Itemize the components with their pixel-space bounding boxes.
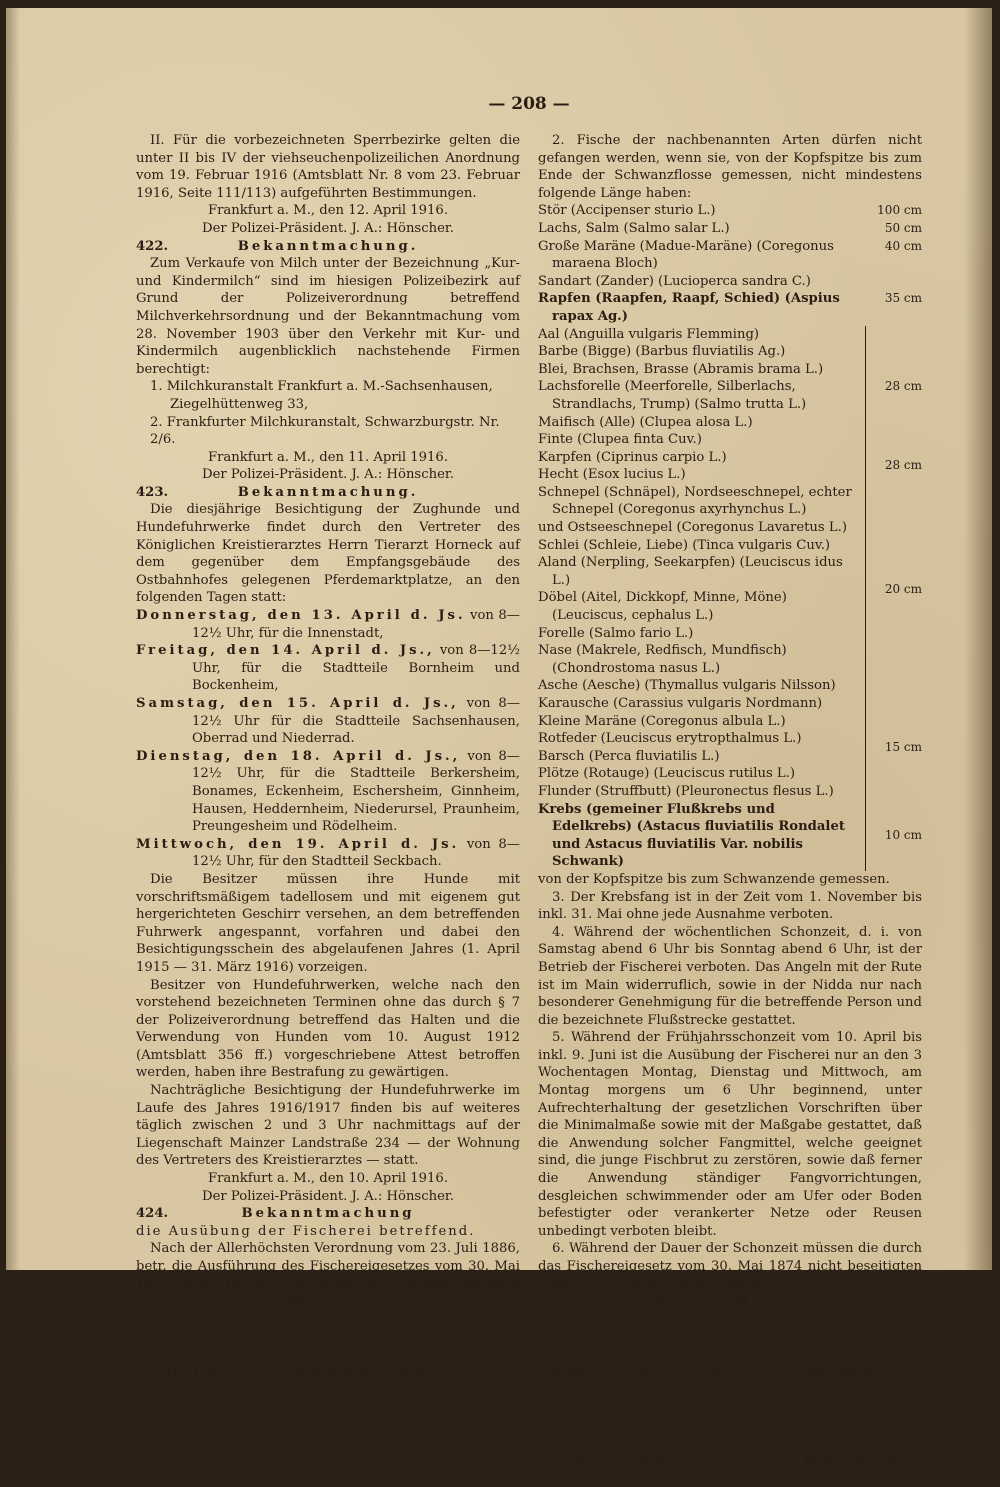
fish-name: Döbel (Aitel, Dickkopf, Minne, Möne) (Leuciscus, cephalus L.): [538, 590, 787, 624]
fish-length: 100 cm: [877, 203, 922, 218]
fish-name: Karpfen (Ciprinus carpio L.): [538, 449, 727, 465]
rule-item-8: 8. Beim Fischfange dürfen keine Fanggeräte (Netze), Geflechte 2c. jeder Art und Benennung angewendet werden, deren Oeffnungen (Maschen) im nassen Zustande an jeder Seite (von der Mitte des einen Knotens bis zur: [538, 1399, 922, 1486]
fish-group-items: [538, 695, 866, 801]
rule-item-5: 5. Während der Frühjahrsschonzeit vom 10. April bis inkl. 9. Juni ist die Ausübung der Fischerei nur an den 3 Wochentagen Montag, Dienstag und Mittwoch, am Montag morgens um 6 Uhr beginnend, unter Aufrechterhaltung der gesetzlichen Vorschriften über die Minimalmaße sowie mit der Maßgabe gestattet, daß die Anwendung solcher Fangmittel, welche geeignet sind, die junge Fischbrut zu zerstören, sowie daß ferner die Anwendung ständiger Fangvorrichtungen, desgleichen schwimmender oder am Ufer oder Boden befestigter oder verankerter Netze oder Reusen unbedingt verboten bleibt.: [538, 1030, 922, 1239]
section-422-body: Zum Verkaufe von Milch unter der Bezeichnung „Kur- und Kindermilch“ sind im hiesigen Polizeibezirk auf Grund der Polizeiverordnung betreffend Milchverkehrsordnung und der Bekanntmachung vom 28. November 1903 über den Verkehr mit Kur- und Kindermilch augenblicklich nachstehende Firmen berechtigt:: [136, 256, 520, 377]
section-423-date: Frankfurt a. M., den 10. April 1916.: [207, 1171, 449, 1187]
fish-group-items: [538, 801, 866, 871]
schedule-day-3-date: Samstag, den 15. April d. Js.,: [136, 696, 459, 711]
section-422-item-2: 2. Frankfurter Milchkuranstalt, Schwarzburgstr. Nr. 2/6.: [150, 414, 500, 448]
fish-name: Barbe (Bigge) (Barbus fluviatilis Ag.): [538, 344, 786, 360]
fish-name: Asche (Aesche) (Thymallus vulgaris Nilsson): [538, 678, 836, 694]
section-423-header: [136, 484, 520, 502]
section-422-item-1: 1. Milchkuranstalt Frankfurt a. M.-Sachsenhausen, Ziegelhüttenweg 33,: [150, 379, 493, 412]
schedule-day-5: [136, 836, 520, 871]
right-column: [538, 132, 922, 1487]
schedule-day-1: [136, 607, 520, 642]
rule-item-3: 3. Der Krebsfang ist in der Zeit vom 1. November bis inkl. 31. Mai ohne jede Ausnahme verboten.: [538, 889, 922, 923]
fish-group-20cm: [538, 484, 922, 695]
rule-item-2: 2. Fische der nachbenannten Arten dürfen nicht gefangen werden, wenn sie, von der Kopfspitze bis zum Ende der Schwanzflosse gemessen, nicht mindestens folgende Länge haben:: [538, 133, 922, 201]
section-title: Bekanntmachung.: [237, 238, 419, 254]
fish-name: Maifisch (Alle) (Clupea alosa L.): [538, 414, 753, 430]
fish-row: [538, 238, 922, 273]
fish-group-length: 20 cm: [884, 581, 922, 596]
section-424-subtitle: die Ausübung der Fischerei betreffend.: [136, 1223, 476, 1239]
fish-group-items: [538, 449, 866, 484]
fish-name: und Ostseeschnepel (Coregonus Lavaretus L.): [538, 520, 847, 536]
section-424-body: Nach der Allerhöchsten Verordnung vom 23. Juli 1886, betr. die Ausführung des Fischereigesetzes vom 30. Mai 1874, gelten für die zum Stadtkreise Frankfurt am Main gehörigen Teile des Maines und der Nidda folgende wichtigere und vorzugsweise häufig in Frage kommende Vorschriften, auf welche ich das beteiligte Publikum besonders aufmerksam mache:: [136, 1241, 520, 1362]
section-number: 422.: [136, 238, 169, 254]
fish-row: [538, 273, 922, 291]
fish-name: Rapfen (Raapfen, Raapf, Schied) (Aspius rapax Ag.): [538, 291, 840, 324]
section-number: 424.: [136, 1206, 169, 1222]
section-423-body: Die diesjährige Besichtigung der Zughunde und Hundefuhrwerke findet durch den Vertreter des Königlichen Kreistierarztes Herrn Tierarzt Horneck auf dem gegenüber dem Empfangsgebäude des Ostbahnhofes gelegenen Pferdemarktplatze, an den folgenden Tagen statt:: [136, 502, 520, 606]
section-424-item-1: 1. Die Fischerei auf Fischlaich ist verboten.: [150, 1364, 442, 1380]
fish-name: Aal (Anguilla vulgaris Flemming): [538, 326, 760, 342]
fish-row: [538, 290, 922, 325]
schedule-day-1-date: Donnerstag, den 13. April d. Js.: [136, 608, 466, 624]
rule-item-7: 7. Beim Fischfang ist die Anwendung schädlicher oder explodierender Stoffe und die Anwendung von Mitteln zur Verwundung der Fische als: Fallen mit Schlagfedern, Gabeln, Speere, Stecheisen, Schießwaffen usw. verboten.: [538, 1311, 922, 1398]
section-title: Bekanntmachung: [241, 1206, 415, 1222]
section-422-signature: Der Polizei-Präsident. J. A.: Hönscher.: [202, 467, 454, 483]
schedule-day-4: [136, 748, 520, 836]
schedule-day-2: [136, 642, 520, 695]
schedule-day-5-details: von 8—12½ Uhr, für den Stadtteil Seckbach.: [192, 836, 520, 870]
page-gutter-shadow: [6, 8, 20, 1270]
intro-date: Frankfurt a. M., den 12. April 1916.: [207, 203, 449, 219]
fish-group-28cm-b: [538, 449, 922, 484]
intro-paragraph: II. Für die vorbezeichneten Sperrbezirke gelten die unter II bis IV der viehseuchenpolizeilichen Anordnung vom 19. Februar 1916 (Amtsblatt Nr. 8 vom 23. Februar 1916, Seite 111/113) aufgeführten Bestimmungen.: [136, 133, 520, 201]
fish-length: 35 cm: [884, 291, 922, 306]
schedule-day-3: [136, 695, 520, 748]
schedule-day-1-details: von 8—12½ Uhr, für die Innenstadt,: [192, 608, 520, 641]
fish-name: Hecht (Esox lucius L.): [538, 467, 686, 483]
document-page: [6, 8, 992, 1486]
fish-group-10cm: [538, 801, 922, 871]
fish-group-items: [538, 484, 866, 695]
fish-name: Plötze (Rotauge) (Leuciscus rutilus L.): [538, 766, 796, 782]
section-423-paragraph-3: Besitzer von Hundefuhrwerken, welche nach den vorstehend bezeichneten Terminen ohne das durch § 7 der Polizeiverordnung betreffend das Halten und die Verwendung von Hunden vom 10. August 1912 (Amtsblatt 356 ff.) vorgeschriebene Attest betroffen werden, haben ihre Bestrafung zu gewärtigen.: [136, 977, 520, 1081]
fish-group-28cm-a: [538, 326, 922, 449]
fish-name: Forelle (Salmo fario L.): [538, 625, 694, 641]
schedule-day-2-details: von 8—12½ Uhr, für die Stadtteile Bornheim und Bockenheim,: [192, 643, 520, 694]
fish-name: Karausche (Carassius vulgaris Nordmann): [538, 696, 823, 711]
fish-name: Stör (Accipenser sturio L.): [538, 203, 716, 219]
schedule-day-5-date: Mittwoch, den 19. April d. Js.: [136, 836, 460, 852]
fish-name: Lachs, Salm (Salmo salar L.): [538, 220, 730, 236]
fish-name: Aland (Nerpling, Seekarpfen) (Leuciscus idus L.): [538, 555, 843, 588]
intro-signature: Der Polizei-Präsident. J. A.: Hönscher.: [202, 220, 454, 236]
section-423-signature: Der Polizei-Präsident. J. A.: Hönscher.: [202, 1188, 454, 1204]
fish-name: Lachsforelle (Meerforelle, Silberlachs, Strandlachs, Trump) (Salmo trutta L.): [538, 379, 807, 412]
section-423-paragraph-4: Nachträgliche Besichtigung der Hundefuhrwerke im Laufe des Jahres 1916/1917 finden bis auf weiteres täglich zwischen 2 und 3 Uhr nachmittags auf der Liegenschaft Mainzer Landstraße 234 — der Wohnung des Vertreters des Kreistierarztes — statt.: [136, 1083, 520, 1169]
rule-item-4: 4. Während der wöchentlichen Schonzeit, d. i. von Samstag abend 6 Uhr bis Sonntag abend 6 Uhr, ist der Betrieb der Fischerei verboten. Das Angeln mit der Rute ist im Main widerruflich, sowie in der Nidda nur nach besonderer Genehmigung für die betreffende Person und die bezeichnete Flußstrecke gestattet.: [538, 924, 922, 1028]
section-number: 423.: [136, 484, 169, 500]
fish-name: Krebs (gemeiner Flußkrebs und Edelkrebs) (Astacus fluviatilis Rondalet und Astacus fluviatilis Var. nobilis Schwank): [538, 801, 845, 870]
section-424-header: [136, 1205, 520, 1223]
fish-group-length: 28 cm: [884, 458, 922, 473]
after-list-note: von der Kopfspitze bis zum Schwanzende gemessen.: [538, 871, 890, 887]
fish-name: Sandart (Zander) (Lucioperca sandra C.): [538, 273, 811, 289]
fish-name: Nase (Makrele, Redfisch, Mundfisch) (Chondrostoma nasus L.): [538, 643, 787, 676]
fish-name: Barsch (Perca fluviatilis L.): [538, 748, 720, 764]
fish-name: Blei, Brachsen, Brasse (Abramis brama L.): [538, 361, 824, 377]
page-edge-shadow: [964, 8, 992, 1270]
section-422-header: [136, 238, 520, 256]
fish-length: 40 cm: [884, 238, 922, 253]
section-title: Bekanntmachung.: [237, 484, 419, 500]
fish-name: Große Maräne (Madue-Maräne) (Coregonus maraena Bloch): [538, 238, 834, 272]
fish-name: Rotfeder (Leuciscus erytropthalmus L.): [538, 731, 802, 747]
schedule-day-2-date: Freitag, den 14. April d. Js.,: [136, 643, 435, 659]
page-number: — 208 —: [488, 94, 570, 114]
section-422-date: Frankfurt a. M., den 11. April 1916.: [207, 449, 449, 465]
schedule-day-3-details: von 8—12½ Uhr für die Stadtteile Sachsenhausen, Oberrad und Niederrad.: [192, 696, 521, 747]
fish-name: Finte (Clupea finta Cuv.): [538, 432, 702, 448]
fish-row: [538, 220, 922, 238]
fish-name: Schlei (Schleie, Liebe) (Tinca vulgaris Cuv.): [538, 537, 831, 553]
fish-group-items: [538, 326, 866, 449]
fish-length: 50 cm: [884, 220, 922, 235]
fish-group-15cm: [538, 695, 922, 801]
fish-group-length: 10 cm: [884, 827, 922, 842]
schedule-day-4-details: von 8—12½ Uhr, für die Stadtteile Berkersheim, Bonames, Eckenheim, Eschersheim, Ginnheim, Hausen, Heddernheim, Niederursel, Praunheim, Preungesheim und Rödelheim.: [192, 748, 520, 835]
fish-name: Kleine Maräne (Coregonus albula L.): [538, 713, 786, 729]
fish-group-length: 28 cm: [884, 379, 922, 394]
rule-item-6: 6. Während der Dauer der Schonzeit müssen die durch das Fischereigesetz vom 30. Mai 1874 nicht beseitigten ständigen Fischereivorrichtungen (§§ 5 und 20) hinweggeräumt oder abgestellt sein.: [538, 1241, 922, 1310]
fish-group-length: 15 cm: [884, 739, 922, 754]
schedule-day-4-date: Dienstag, den 18. April d. Js.,: [136, 748, 461, 764]
fish-name: Schnepel (Schnäpel), Nordseeschnepel, echter Schnepel (Coregonus axyrhynchus L.): [538, 484, 852, 518]
left-column: [136, 132, 520, 1381]
fish-row: [538, 202, 922, 220]
fish-name: Flunder (Struffbutt) (Pleuronectus flesus L.): [538, 783, 834, 799]
section-423-paragraph-2: Die Besitzer müssen ihre Hunde mit vorschriftsmäßigem tadellosem und mit eigenem gut hergerichteten Geschirr versehen, an dem betreffenden Fuhrwerk angespannt, vorfahren und dabei den Besichtigungsschein des abgelaufenen Jahres (1. April 1915 — 31. März 1916) vorzeigen.: [136, 871, 520, 975]
